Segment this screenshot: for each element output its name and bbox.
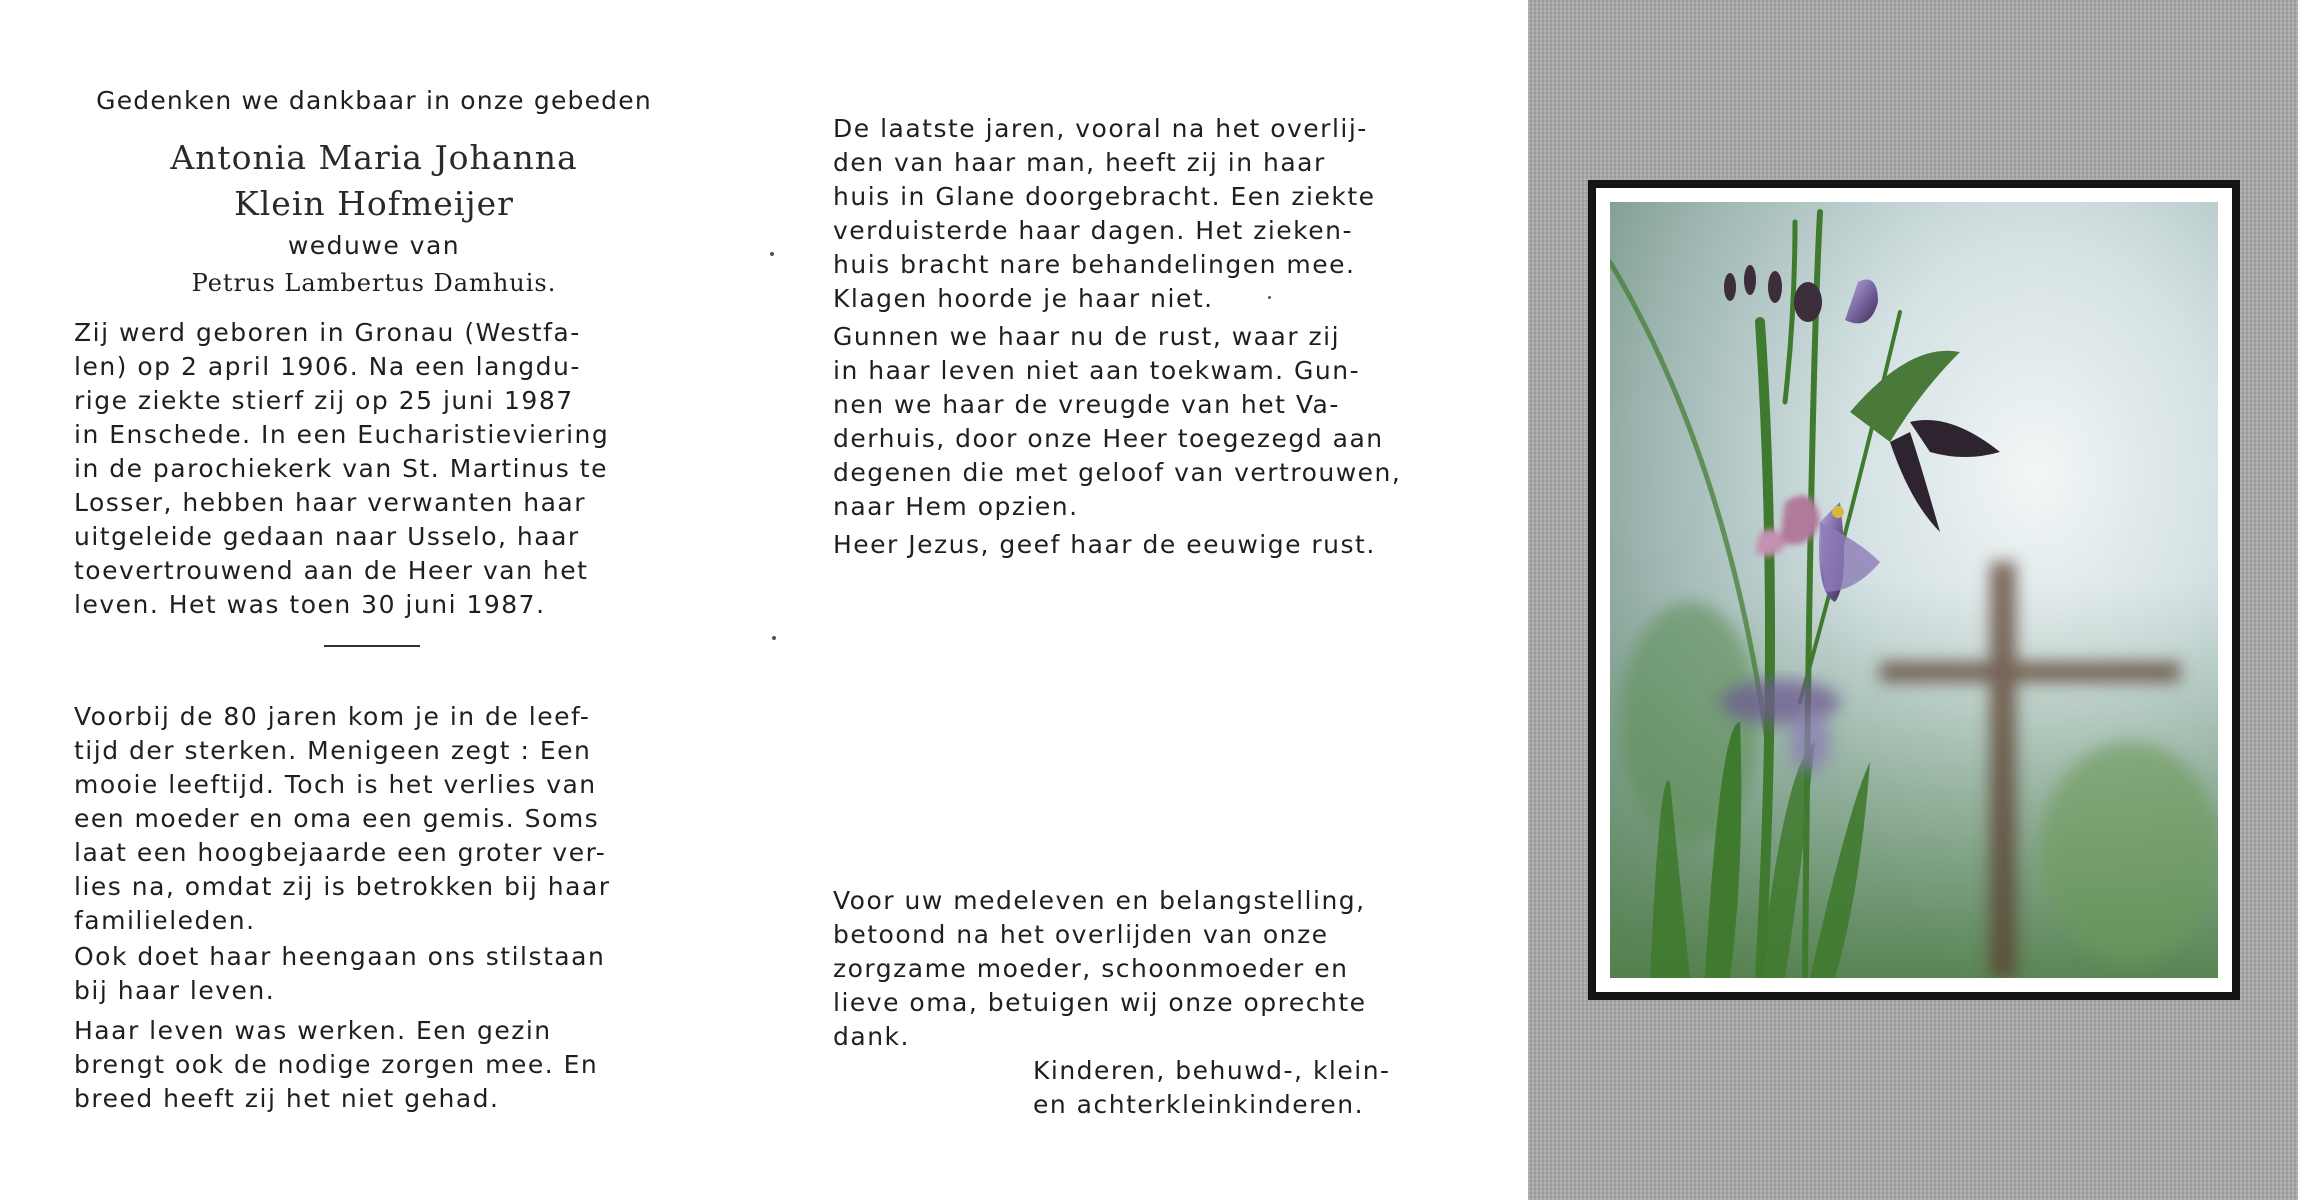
deceased-name-line1: Antonia Maria Johanna (170, 138, 578, 177)
last-years-paragraph: De laatste jaren, vooral na het overlij- den van haar man, heeft zij in haar huis in Glane doorgebracht. Een ziekte verduisterde haar dagen. Het zieken- huis bracht nare behandelingen mee. Klagen hoorde je haar niet. (833, 114, 1376, 313)
paper-speck (770, 252, 774, 256)
thanks-paragraph: Voor uw medeleven en belangstelling, betoond na het overlijden van onze zorgzame moeder, schoonmoeder en lieve oma, betuigen wij onze oprechte dank. (833, 886, 1367, 1051)
reflection-paragraph-2: Ook doet haar heengaan ons stilstaan bij haar leven. (74, 942, 606, 1005)
iris-flower-and-cross-icon (1610, 202, 2218, 978)
card-cover-panel (1528, 0, 2298, 1200)
flower-photo-svg (1610, 202, 2218, 978)
intro-line: Gedenken we dankbaar in onze gebeden (96, 86, 652, 115)
paper-speck (1268, 296, 1271, 299)
photo-frame (1588, 180, 2240, 1000)
photo-mat (1596, 188, 2232, 992)
section-divider (324, 645, 420, 647)
widow-of-label: weduwe van (287, 231, 461, 260)
husband-name: Petrus Lambertus Damhuis. (191, 269, 557, 297)
rest-paragraph: Gunnen we haar nu de rust, waar zij in haar leven niet aan toekwam. Gun- nen we haar de vreugde van het Va- derhuis, door onze Heer toegezegd aan degenen die met geloof van vertrouwen, naar Hem opzien. (833, 322, 1402, 521)
family-signature: Kinderen, behuwd-, klein- en achterkleinkinderen. (1033, 1056, 1391, 1119)
reflection-paragraph-1: Voorbij de 80 jaren kom je in de leef- tijd der sterken. Menigeen zegt : Een mooie leeftijd. Toch is het verlies van een moeder en oma een gemis. Soms laat een hoogbejaarde een groter ver- lies na, omdat zij is betrokken bij haar familieleden. (74, 702, 611, 935)
prayer-line: Heer Jezus, geef haar de eeuwige rust. (833, 530, 1376, 559)
deceased-name-line2: Klein Hofmeijer (234, 184, 514, 223)
paper-speck (772, 636, 776, 640)
reflection-paragraph-3: Haar leven was werken. Een gezin brengt ook de nodige zorgen mee. En breed heeft zij het niet gehad. (74, 1016, 599, 1113)
biography-paragraph: Zij werd geboren in Gronau (Westfa- len) op 2 april 1906. Na een langdu- rige ziekte stierf zij op 25 juni 1987 in Enschede. In een Eucharistieviering in de parochiekerk van St. Martinus te Losser, hebben haar verwanten haar uitgeleide gedaan naar Usselo, haar toevertrouwend aan de Heer van het leven. Het was toen 30 juni 1987. (74, 318, 610, 619)
